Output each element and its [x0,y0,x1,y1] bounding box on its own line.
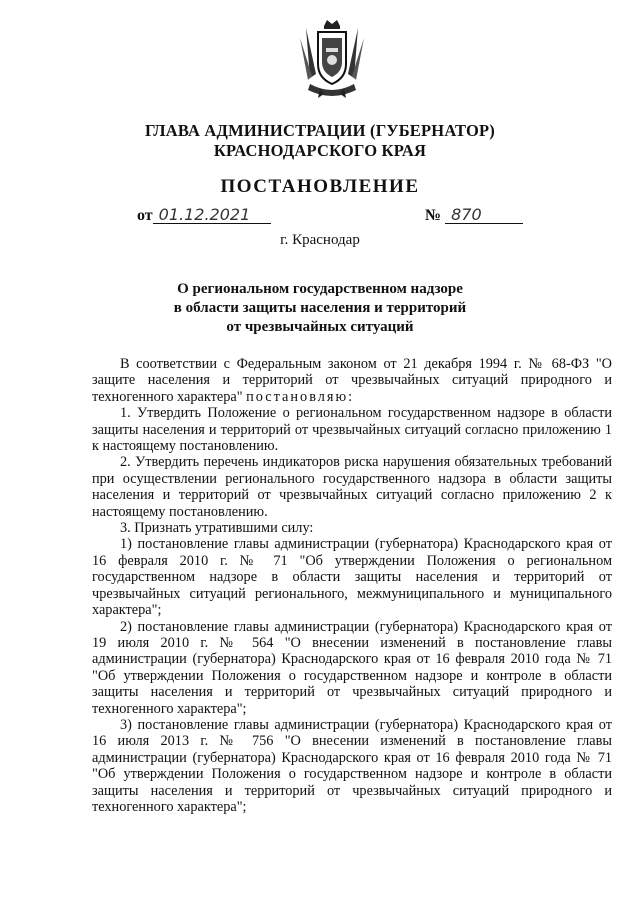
intro-text: В соответствии с Федеральным законом от 21 декабря 1994 г. № 68-ФЗ "О защите населения и территорий от чрезвычайных ситуаций природного и техногенного характера" [92,356,612,405]
document-type-heading: ПОСТАНОВЛЕНИЕ [220,176,420,197]
authority-title-line1: ГЛАВА АДМИНИСТРАЦИИ (ГУБЕРНАТОР) [145,121,495,140]
paragraph-3-1: 1) постановление главы администрации (губернатора) Краснодарского края от 16 февраля 2010 г. № 71 "Об утверждении Положения о региональном государственном надзоре в области защиты населения и территорий от чрезвычайных ситуаций регионального, межмуниципального и муниципального характера"; [92,536,612,619]
authority-title-line2: КРАСНОДАРСКОГО КРАЯ [213,141,427,160]
paragraph-3-2: 2) постановление главы администрации (губернатора) Краснодарского края от 19 июля 2010 г. № 564 "О внесении изменений в постановление главы администрации (губернатора) Краснодарского края от 16 февраля 2010 года № 71 "Об утверждении Положения о государственном надзоре и контроле в области защиты населения и территорий от чрезвычайных ситуаций природного и техногенного характера"; [92,618,612,717]
city-line: г. Краснодар [280,232,360,248]
document-title-line3: от чрезвычайных ситуаций [226,319,414,335]
paragraph-3: 3. Признать утратившими силу: [120,520,314,537]
number-value: 870 [445,206,523,224]
paragraph-3-3: 3) постановление главы администрации (губернатора) Краснодарского края от 16 июля 2013 г. № 756 "О внесении изменений в постановление главы администрации (губернатора) Краснодарского края от 16 февраля 2010 года № 71 "Об утверждении Положения о государственном надзоре и контроле в области защиты населения и территорий от чрезвычайных ситуаций природного и техногенного характера"; [92,716,612,815]
paragraph-2: 2. Утвердить перечень индикаторов риска нарушения обязательных требований при осуществлении регионального государственного надзора в области защиты населения и территорий от чрезвычайных ситуаций согласно приложению 2 к настоящему постановлению. [92,454,612,520]
date-prefix: от [137,207,153,224]
document-title-line1: О региональном государственном надзоре [177,281,463,297]
document-title [0,280,640,337]
number-field [425,206,523,225]
coat-of-arms-icon [296,18,368,104]
number-prefix: № [425,207,442,224]
date-field [137,206,271,225]
document-body [92,356,612,815]
document-title-line2: в области защиты населения и территорий [173,300,467,316]
paragraph-1: 1. Утвердить Положение о региональном государственном надзоре в области защиты населения и территорий от чрезвычайных ситуаций согласно приложению 1 к настоящему постановлению. [92,405,612,455]
date-value: 01.12.2021 [153,206,271,224]
intro-paragraph [92,356,612,405]
intro-resolve-word: постановляю: [246,388,355,405]
